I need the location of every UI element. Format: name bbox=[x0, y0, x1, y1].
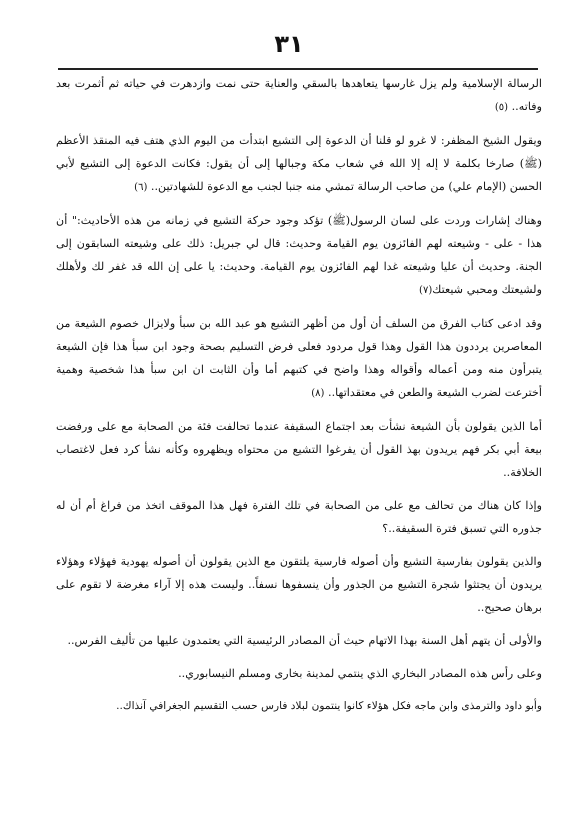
paragraph-3: وهناك إشارات وردت على لسان الرسول(ﷺ) تؤكد وجود حركة التشيع في زمانه من هذه الأحاديث:" أن هذا - على - وشيعته لهم الفائزون يوم القيامة وحديث: قال لي جبريل: ذلك على وشيعته السابقون إلى الجنة. وحديث أن عليا وشيعته غدا لهم الفائزون يوم القيامة. وحديث: يا على إن الله قد غفر لك ولأهلك ولشيعتك ومحبي شيعتك(٧) bbox=[56, 214, 542, 296]
paragraph-10: وأبو داود والترمذى وابن ماجه فكل هؤلاء كانوا ينتمون لبلاد فارس حسب التقسيم الجغرافي آنذاك.. bbox=[116, 700, 542, 712]
footnote-ref: (٥) bbox=[494, 102, 509, 113]
paragraph-9: وعلى رأس هذه المصادر البخاري الذي ينتمي لمدينة بخارى ومسلم النيسابوري.. bbox=[178, 667, 542, 680]
header-rule bbox=[58, 68, 538, 70]
body-text bbox=[56, 72, 542, 728]
paragraph-5: أما الذين يقولون بأن الشيعة نشأت بعد اجتماع السقيفة عندما تحالفت فئة من الصحابة مع على ورفضت بيعة أبي بكر فهم يريدون بهذ القول أن يفرغوا التشيع من محتواه ويظهروه وكأنه نشأ كرد فعل لاغتصاب الخلافة.. bbox=[56, 420, 542, 479]
footnote-ref: (٦) bbox=[134, 182, 148, 193]
paragraph-6: وإذا كان هناك من تحالف مع على من الصحابة في تلك الفترة فهل هذا الموقف اتخذ من فراغ أم أن له جذوره التي تسبق فترة السقيفة..؟ bbox=[56, 499, 542, 535]
paragraph-7: والذين يقولون بفارسية التشيع وأن أصوله فارسية يلتقون مع الذين يقولون أن أصوله يهودية فهؤلاء وهؤلاء يريدون أن يجتثوا شجرة التشيع من الجذور وأن ينسفوها نسفاً.. وليست هذه إلا آراء مغرضة لا تقوم على برهان صحيح.. bbox=[56, 555, 542, 614]
paragraph-4: وقد ادعى كتاب الفرق من السلف أن أول من أظهر التشيع هو عبد الله بن سبأ ولايزال خصوم الشيعة من المعاصرين يرددون هذا القول وهذا قول مردود فعلى فرض التسليم بصحة وجود ابن سبأ هذا فإن الشيعة يتبرأون منه ومن أعماله وأقواله وهذا واضح في كتبهم أما وأن الثابت ان ابن سبأ هذا شخصية وهمية أخترعت لضرب الشيعة والطعن في معتقداتها.. (٨) bbox=[56, 317, 542, 399]
footnote-ref: (٨) bbox=[311, 388, 325, 399]
footnote-ref: (٧) bbox=[419, 285, 433, 296]
paragraph-8: والأولى أن يتهم أهل السنة بهذا الاتهام حيث أن المصادر الرئيسية التي يعتمدون عليها من تأليف الفرس.. bbox=[67, 634, 542, 647]
paragraph-2: ويقول الشيخ المظفر: لا غرو لو قلنا أن الدعوة إلى التشيع ابتدأت من اليوم الذي هتف فيه المنقذ الأعظم (ﷺ) صارخا بكلمة لا إله إلا الله في شعاب مكة وجبالها إلى أن يقول: فكانت الدعوة إلى التشيع لأبي الحسن (الإمام علي) من صاحب الرسالة تمشي منه جنبا لجنب مع الدعوة للشهادتين.. (٦) bbox=[56, 134, 542, 193]
paragraph-1: الرسالة الإسلامية ولم يزل غارسها يتعاهدها بالسقي والعناية حتى نمت وازدهرت في حياته ثم أثمرت بعد وفاته.. (٥) bbox=[56, 77, 542, 113]
page-number: ٣١ bbox=[274, 30, 304, 58]
